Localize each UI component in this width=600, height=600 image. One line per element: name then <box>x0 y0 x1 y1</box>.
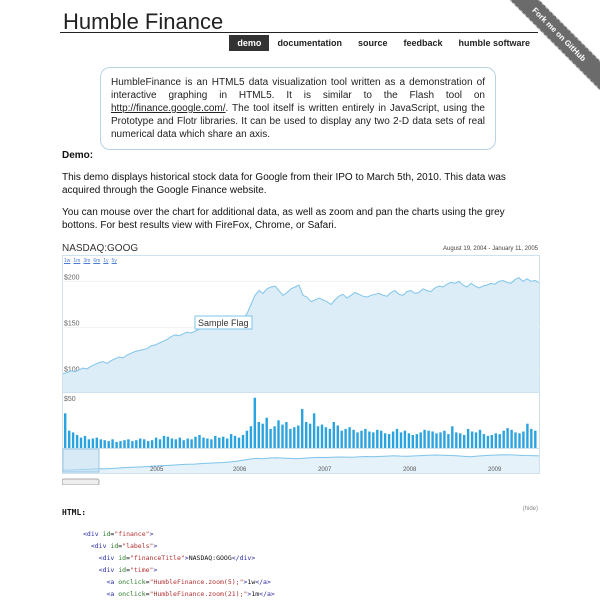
html-heading: HTML: <box>62 508 87 517</box>
volume-bar <box>179 438 181 448</box>
volume-bar <box>108 441 110 448</box>
hide-code-link[interactable]: (hide) <box>522 506 538 512</box>
volume-bar <box>503 431 505 448</box>
volume-bar <box>151 440 153 448</box>
volume-bar <box>127 439 129 448</box>
volume-bar <box>412 435 414 448</box>
zoom-link-1y[interactable]: 1y <box>103 258 109 264</box>
price-tick-label: $100 <box>64 366 80 374</box>
volume-bar <box>388 434 390 448</box>
volume-bar <box>522 432 524 449</box>
nav-items <box>229 35 538 51</box>
volume-bar <box>96 438 98 448</box>
volume-bar <box>380 431 382 448</box>
volume-bar <box>534 431 536 448</box>
zoom-link-1m[interactable]: 1m <box>73 258 81 264</box>
volume-bar <box>266 418 268 448</box>
code-line: <div id="financeTitle">NASDAQ:GOOG</div> <box>98 554 256 562</box>
finance-chart[interactable] <box>62 255 540 485</box>
volume-bar <box>344 429 346 448</box>
volume-bar <box>455 432 457 448</box>
year-label: 2007 <box>318 467 332 473</box>
nav-item-humble-software[interactable]: humble software <box>458 38 530 48</box>
volume-bar <box>171 439 173 449</box>
code-line: <a onclick="HumbleFinance.zoom(5);">1w</a> <box>106 578 271 586</box>
volume-bar <box>187 439 189 449</box>
volume-bar <box>309 424 311 448</box>
volume-bar <box>459 433 461 448</box>
demo-paragraph-2: You can mouse over the chart for additional data, as well as zoom and pan the charts using the grey bottons. For best results view with FireFox, Chrome, or Safari. <box>62 207 505 231</box>
price-tick-label: $200 <box>64 274 80 282</box>
google-finance-link[interactable]: http://finance.google.com/ <box>111 103 226 114</box>
volume-bar <box>285 422 287 448</box>
volume-bar <box>483 434 485 448</box>
volume-bar <box>206 439 208 449</box>
volume-bar <box>487 436 489 448</box>
volume-bar <box>269 429 271 448</box>
volume-bar <box>234 436 236 448</box>
volume-bar <box>447 434 449 448</box>
volume-bar <box>183 440 185 448</box>
volume-bar <box>230 434 232 448</box>
zoom-link-1w[interactable]: 1w <box>64 258 71 264</box>
volume-bar <box>88 439 90 448</box>
volume-bar <box>293 427 295 448</box>
zoom-links <box>64 258 117 264</box>
volume-bar <box>194 437 196 448</box>
volume-bar <box>281 425 283 448</box>
volume-bar <box>163 436 165 448</box>
volume-bar <box>210 439 212 448</box>
volume-bar <box>427 431 429 448</box>
volume-bar <box>92 439 94 449</box>
volume-bar <box>518 433 520 448</box>
volume-bar <box>155 438 157 448</box>
volume-bar <box>214 436 216 448</box>
zoom-link-6m[interactable]: 6m <box>93 258 101 264</box>
demo-heading: Demo: <box>62 150 94 161</box>
volume-bar <box>104 440 106 448</box>
volume-bar <box>202 438 204 448</box>
volume-bar <box>175 439 177 448</box>
volume-bar <box>495 433 497 448</box>
volume-bar <box>420 432 422 448</box>
volume-bar <box>506 428 508 448</box>
volume-bar <box>321 425 323 448</box>
volume-bar <box>329 429 331 448</box>
volume-bar <box>408 433 410 448</box>
volume-bar <box>435 433 437 448</box>
volume-bar <box>139 439 141 449</box>
volume-bar <box>84 436 86 448</box>
intro-text-2: . The tool itself is written entirely in JavaScript, using the Prototype and Flotr libraries. It can be used to display any two 2-D data sets of real numerical data which share an axis. <box>111 103 485 140</box>
volume-bar <box>392 432 394 449</box>
volume-bar <box>526 424 528 448</box>
nav-item-demo[interactable]: demo <box>229 35 269 51</box>
volume-bar <box>352 430 354 448</box>
year-label: 2009 <box>488 467 502 473</box>
intro-text-1: HumbleFinance is an HTML5 data visualization tool written as a demonstration of interactive graphing in HTML5. It is similar to the Flash tool on <box>111 77 485 101</box>
volume-bar <box>313 413 315 448</box>
volume-bar <box>277 420 279 448</box>
nav-item-feedback[interactable]: feedback <box>403 38 443 48</box>
zoom-link-3m[interactable]: 3m <box>83 258 91 264</box>
volume-bar <box>439 432 441 448</box>
volume-bar <box>404 431 406 448</box>
volume-bar <box>305 422 307 448</box>
finance-title: NASDAQ:GOOG <box>62 243 139 254</box>
year-label: 2006 <box>233 467 247 473</box>
github-ribbon[interactable]: Fork me on GitHub <box>500 0 600 95</box>
volume-bar <box>360 431 362 448</box>
volume-bar <box>167 437 169 448</box>
volume-bar <box>242 435 244 448</box>
volume-bar <box>301 409 303 448</box>
intro-box <box>100 67 496 150</box>
volume-bar <box>400 432 402 448</box>
volume-bar <box>218 438 220 448</box>
volume-bar <box>123 440 125 448</box>
volume-bar <box>262 424 264 448</box>
volume-bar <box>198 435 200 448</box>
page-title: Humble Finance <box>63 9 224 34</box>
volume-bar <box>115 442 117 448</box>
code-line: <a onclick="HumbleFinance.zoom(21);">1m</a> <box>106 590 275 598</box>
volume-bar <box>384 433 386 448</box>
volume-bar <box>190 439 192 448</box>
volume-bar <box>530 429 532 448</box>
sample-flag-label: Sample Flag <box>198 318 249 328</box>
volume-bar <box>491 435 493 448</box>
volume-bar <box>364 429 366 448</box>
volume-bar <box>431 432 433 449</box>
overview-area <box>63 455 539 473</box>
volume-bar <box>80 438 82 448</box>
volume-bar <box>341 431 343 448</box>
volume-bar <box>514 432 516 448</box>
volume-bar <box>337 426 339 449</box>
volume-bar <box>396 429 398 448</box>
pan-handle[interactable] <box>62 479 99 485</box>
volume-bar <box>64 413 66 448</box>
year-label: 2008 <box>403 467 417 473</box>
code-line: <div id="labels"> <box>90 542 158 550</box>
nav-item-source[interactable]: source <box>357 38 388 48</box>
volume-bar <box>423 430 425 448</box>
volume-tick-label: $50 <box>64 396 76 403</box>
volume-bar <box>76 435 78 448</box>
overview-selection[interactable] <box>63 449 99 472</box>
volume-bar <box>467 429 469 448</box>
volume-bar <box>368 432 370 449</box>
volume-bar <box>159 439 161 448</box>
volume-bar <box>297 426 299 449</box>
volume-bar <box>254 398 256 448</box>
volume-bar <box>372 432 374 448</box>
finance-date-range: August 19, 2004 - January 11, 2005 <box>443 246 538 252</box>
volume-bar <box>443 431 445 448</box>
demo-paragraph-1: This demo displays historical stock data for Google from their IPO to March 5th, 2010. This data was acquired through the Google Finance website. <box>62 172 506 196</box>
volume-bar <box>348 427 350 448</box>
volume-bar <box>463 435 465 448</box>
volume-bar <box>68 431 70 448</box>
volume-bar <box>222 437 224 448</box>
year-label: 2005 <box>150 467 164 473</box>
price-area <box>63 278 539 392</box>
volume-bar <box>119 441 121 448</box>
volume-bar <box>333 422 335 448</box>
price-tick-label: $150 <box>64 320 80 328</box>
volume-bar <box>111 439 113 448</box>
volume-bar <box>250 426 252 448</box>
code-line: <div id="time"> <box>98 566 158 574</box>
volume-bar <box>143 439 145 448</box>
volume-bar <box>131 441 133 448</box>
volume-bar <box>510 430 512 448</box>
volume-bar <box>135 440 137 448</box>
volume-bar <box>238 438 240 448</box>
volume-bar <box>289 429 291 448</box>
code-line: <div id="finance"> <box>83 530 154 538</box>
volume-bar <box>246 431 248 448</box>
volume-bar <box>376 430 378 448</box>
volume-bar <box>356 432 358 448</box>
nav-item-documentation[interactable]: documentation <box>277 38 342 48</box>
zoom-link-5y[interactable]: 5y <box>111 258 117 264</box>
volume-bar <box>499 434 501 448</box>
volume-bar <box>147 441 149 448</box>
volume-bar <box>475 432 477 448</box>
nav-bar <box>60 32 538 53</box>
volume-bar <box>72 432 74 448</box>
volume-bar <box>451 426 453 448</box>
volume-bar <box>317 426 319 448</box>
volume-bar <box>226 439 228 449</box>
volume-bar <box>273 426 275 448</box>
volume-bar <box>258 422 260 448</box>
volume-bar <box>100 439 102 448</box>
volume-bar <box>479 430 481 448</box>
volume-bar <box>471 432 473 449</box>
volume-bar <box>325 427 327 448</box>
code-block <box>83 528 275 600</box>
volume-bar <box>416 434 418 448</box>
